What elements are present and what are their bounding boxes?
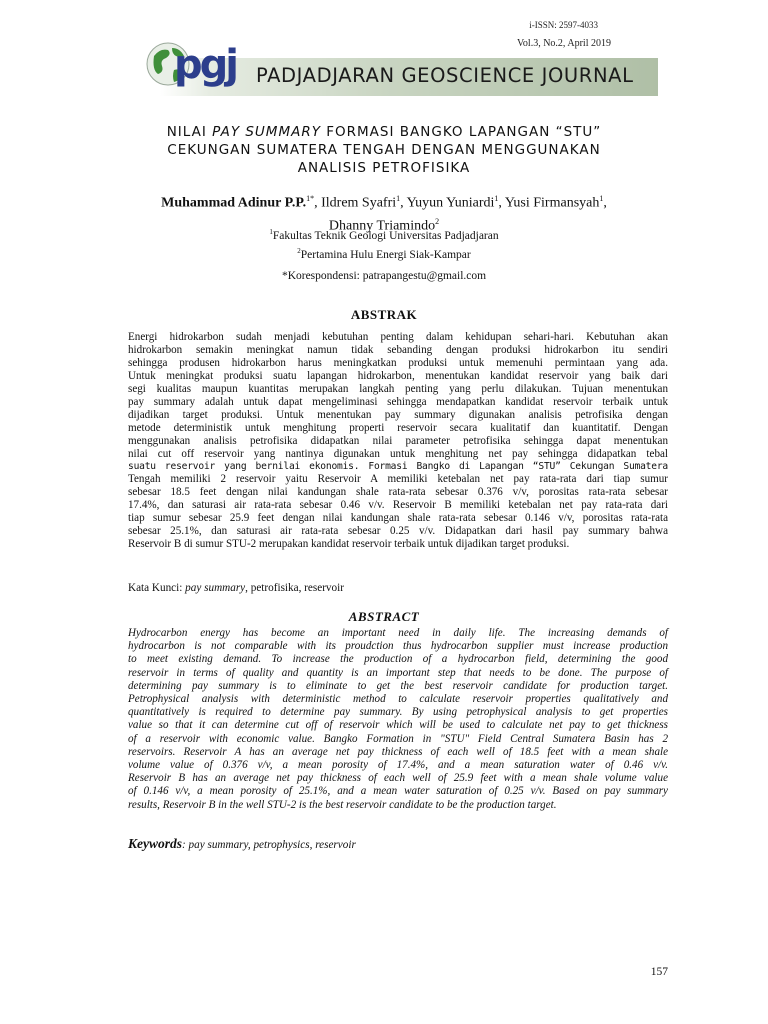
abstrak-line: 17.4%, dan saturasi air rata-rata sebesar 0.46 v/v. Reservoir B memiliki ketebalan net pay rata-rata dari	[128, 499, 668, 512]
abstrak-line: segi kualitas maupun kuantitas merupakan langkah penting yang perlu dilakukan. Tujuan menentukan	[128, 382, 668, 395]
abstrak-line: hidrokarbon semakin meningkat namun tidak sebanding dengan produksi hidrokarbon itu sendiri	[128, 343, 668, 356]
abstrak-line: Energi hidrokarbon sudah menjadi kebutuhan penting dalam kehidupan sehari-hari. Kebutuhan akan	[128, 331, 668, 343]
abstract-line: to meet existing demand. To increase the production of a hydrocarbon field, determining the good	[128, 653, 668, 666]
abstract-line: Reservoir B has an average net pay thickness of each well of 25.9 feet with a mean shale volume value	[128, 772, 668, 785]
author-list: Muhammad Adinur P.P.$^{1*}$, Ildrem Syafri$^1$, Yuyun Yuniardi$^1$, Yusi Firmansyah$^1$, Dhanny Triamindo$^2$	[161, 194, 607, 234]
abstract-line: reservoir in terms of quality and quantity is an important step that needs to be done. The purpose of	[128, 666, 668, 679]
correspondence-email: *Korespondensi: patrapangestu@gmail.com	[281, 270, 487, 282]
affiliation-2: $^2$Pertamina Hulu Energi Siak-Kampar	[297, 246, 471, 261]
journal-name: PADJADJARAN GEOSCIENCE JOURNAL	[256, 64, 634, 87]
abstrak-line: Tengah memiliki 2 reservoir yaitu Reservoir A memiliki ketebalan net pay rata-rata dari tiap sumur	[128, 473, 668, 486]
abstrak-body	[128, 331, 668, 551]
affiliation-1: $^1$Fakultas Teknik Geologi Universitas Padjadjaran	[269, 228, 499, 242]
abstract-line: hydrocarbon is not comparable with its proudction thus hydrocarbon supplier must increase production	[128, 640, 668, 653]
abstract-line: quantitatively is required to determine pay summary. By using petrophysical analysis to get properties	[128, 706, 668, 719]
title-line-2: CEKUNGAN SUMATERA TENGAH DENGAN MENGGUNAKAN	[167, 142, 601, 158]
abstract-line: determining pay summary is to eliminate to get the best reservoir candidate for production target.	[128, 679, 668, 692]
abstract-line: reservoirs. Reservoir A has an average net pay thickness of each well of 18.5 feet with a mean shale	[128, 745, 668, 758]
logo-text: pgj	[174, 42, 236, 88]
abstract-line: volume value of 0.376 v/v, a mean porosity of 17.4%, and a mean saturation water of 0.46 v/v.	[128, 759, 668, 772]
abstrak-line: metode deterministik untuk menghitung properti reservoir secara kualitatif dan kuantitatif. Dengan	[128, 421, 668, 434]
keywords: Keywords: pay summary, petrophysics, reservoir	[128, 836, 356, 851]
abstract-line: of 0.146 v/v, a mean porosity of 25.1%, and a mean water saturation of 0.25 v/v. Based on pay summary	[128, 785, 668, 798]
affiliations	[120, 225, 648, 263]
kata-kunci: Kata Kunci: pay summary, petrofisika, reservoir	[128, 582, 344, 594]
title-line-1: NILAI PAY SUMMARY FORMASI BANGKO LAPANGAN “STU”	[166, 124, 602, 140]
page-number: 157	[650, 966, 668, 978]
abstrak-line: dijadikan target produksi. Untuk menentukan pay summary digunakan analisis petrofisika dengan	[128, 408, 668, 421]
abstract-body	[128, 627, 668, 812]
issn-label: i-ISSN: 2597-4033	[529, 20, 598, 30]
abstract-line: Petrophysical analysis with deterministic method to calculate reservoir properties qualitatively and	[128, 693, 668, 706]
lead-author: Muhammad Adinur P.P.	[161, 195, 307, 211]
abstrak-line: Reservoir B di sumur STU-2 merupakan kandidat reservoir terbaik untuk dijadikan target produksi.	[128, 538, 570, 551]
abstract-line: Hydrocarbon energy has become an important need in daily life. The increasing demands of	[128, 627, 668, 639]
volume-label: Vol.3, No.2, April 2019	[517, 38, 611, 49]
abstrak-line: sebesar 18.5 feet dengan nilai kandungan shale rata-rata sebesar 0.376 v/v, porositas rata-rata sebesar	[128, 486, 668, 499]
abstrak-line: sebesar 25.1%, dan saturasi air rata-rata sebesar 0.25 v/v. Didapatkan dari hasil pay summary bahwa	[128, 525, 668, 538]
abstract-line: results, Reservoir B in the well STU-2 is the best reservoir candidate to be the production target.	[128, 798, 557, 811]
abstrak-line: tiap sumur sebesar 25.9 feet dengan nilai kandungan shale rata-rata sebesar 0.146 v/v, porositas rata-rata	[128, 512, 668, 525]
abstract-heading: ABSTRACT	[348, 609, 420, 624]
abstrak-line: suatu reservoir yang bernilai ekonomis. Formasi Bangko di Lapangan “STU” Cekungan Sumatera	[128, 460, 668, 472]
abstract-line: of a reservoir with economic value. Bangko Formation in "STU" Field Central Sumatera Basin has 2	[128, 732, 668, 745]
abstrak-line: Untuk meningkat produksi suatu lapangan hidrokarbon, menentukan kandidat reservoir yang baik dari	[128, 369, 668, 382]
paper-title	[110, 123, 658, 177]
journal-logo	[144, 34, 256, 96]
abstrak-line: menggunakan analisis petrofisika didapatkan nilai parameter petrofisika sehingga dapat menentukan	[128, 434, 668, 447]
abstrak-line: pay summary adalah untuk dapat mengeliminasi sehingga mendapatkan kandidat reservoir terbaik untuk	[128, 395, 668, 408]
abstrak-line: nilai cut off reservoir yang nantinya digunakan untuk menghitung net pay sehingga didapatkan tebal	[128, 447, 668, 460]
title-line-3: ANALISIS PETROFISIKA	[297, 160, 471, 176]
abstrak-line: sehingga produsen hidrokarbon harus meningkatkan produksi untuk memenuhi permintaan yang ada.	[128, 356, 668, 369]
abstract-line: value so that it can determine cut off of reservoir which will be used to calculate net pay to get thickness	[128, 719, 668, 732]
abstrak-heading: ABSTRAK	[350, 307, 418, 322]
